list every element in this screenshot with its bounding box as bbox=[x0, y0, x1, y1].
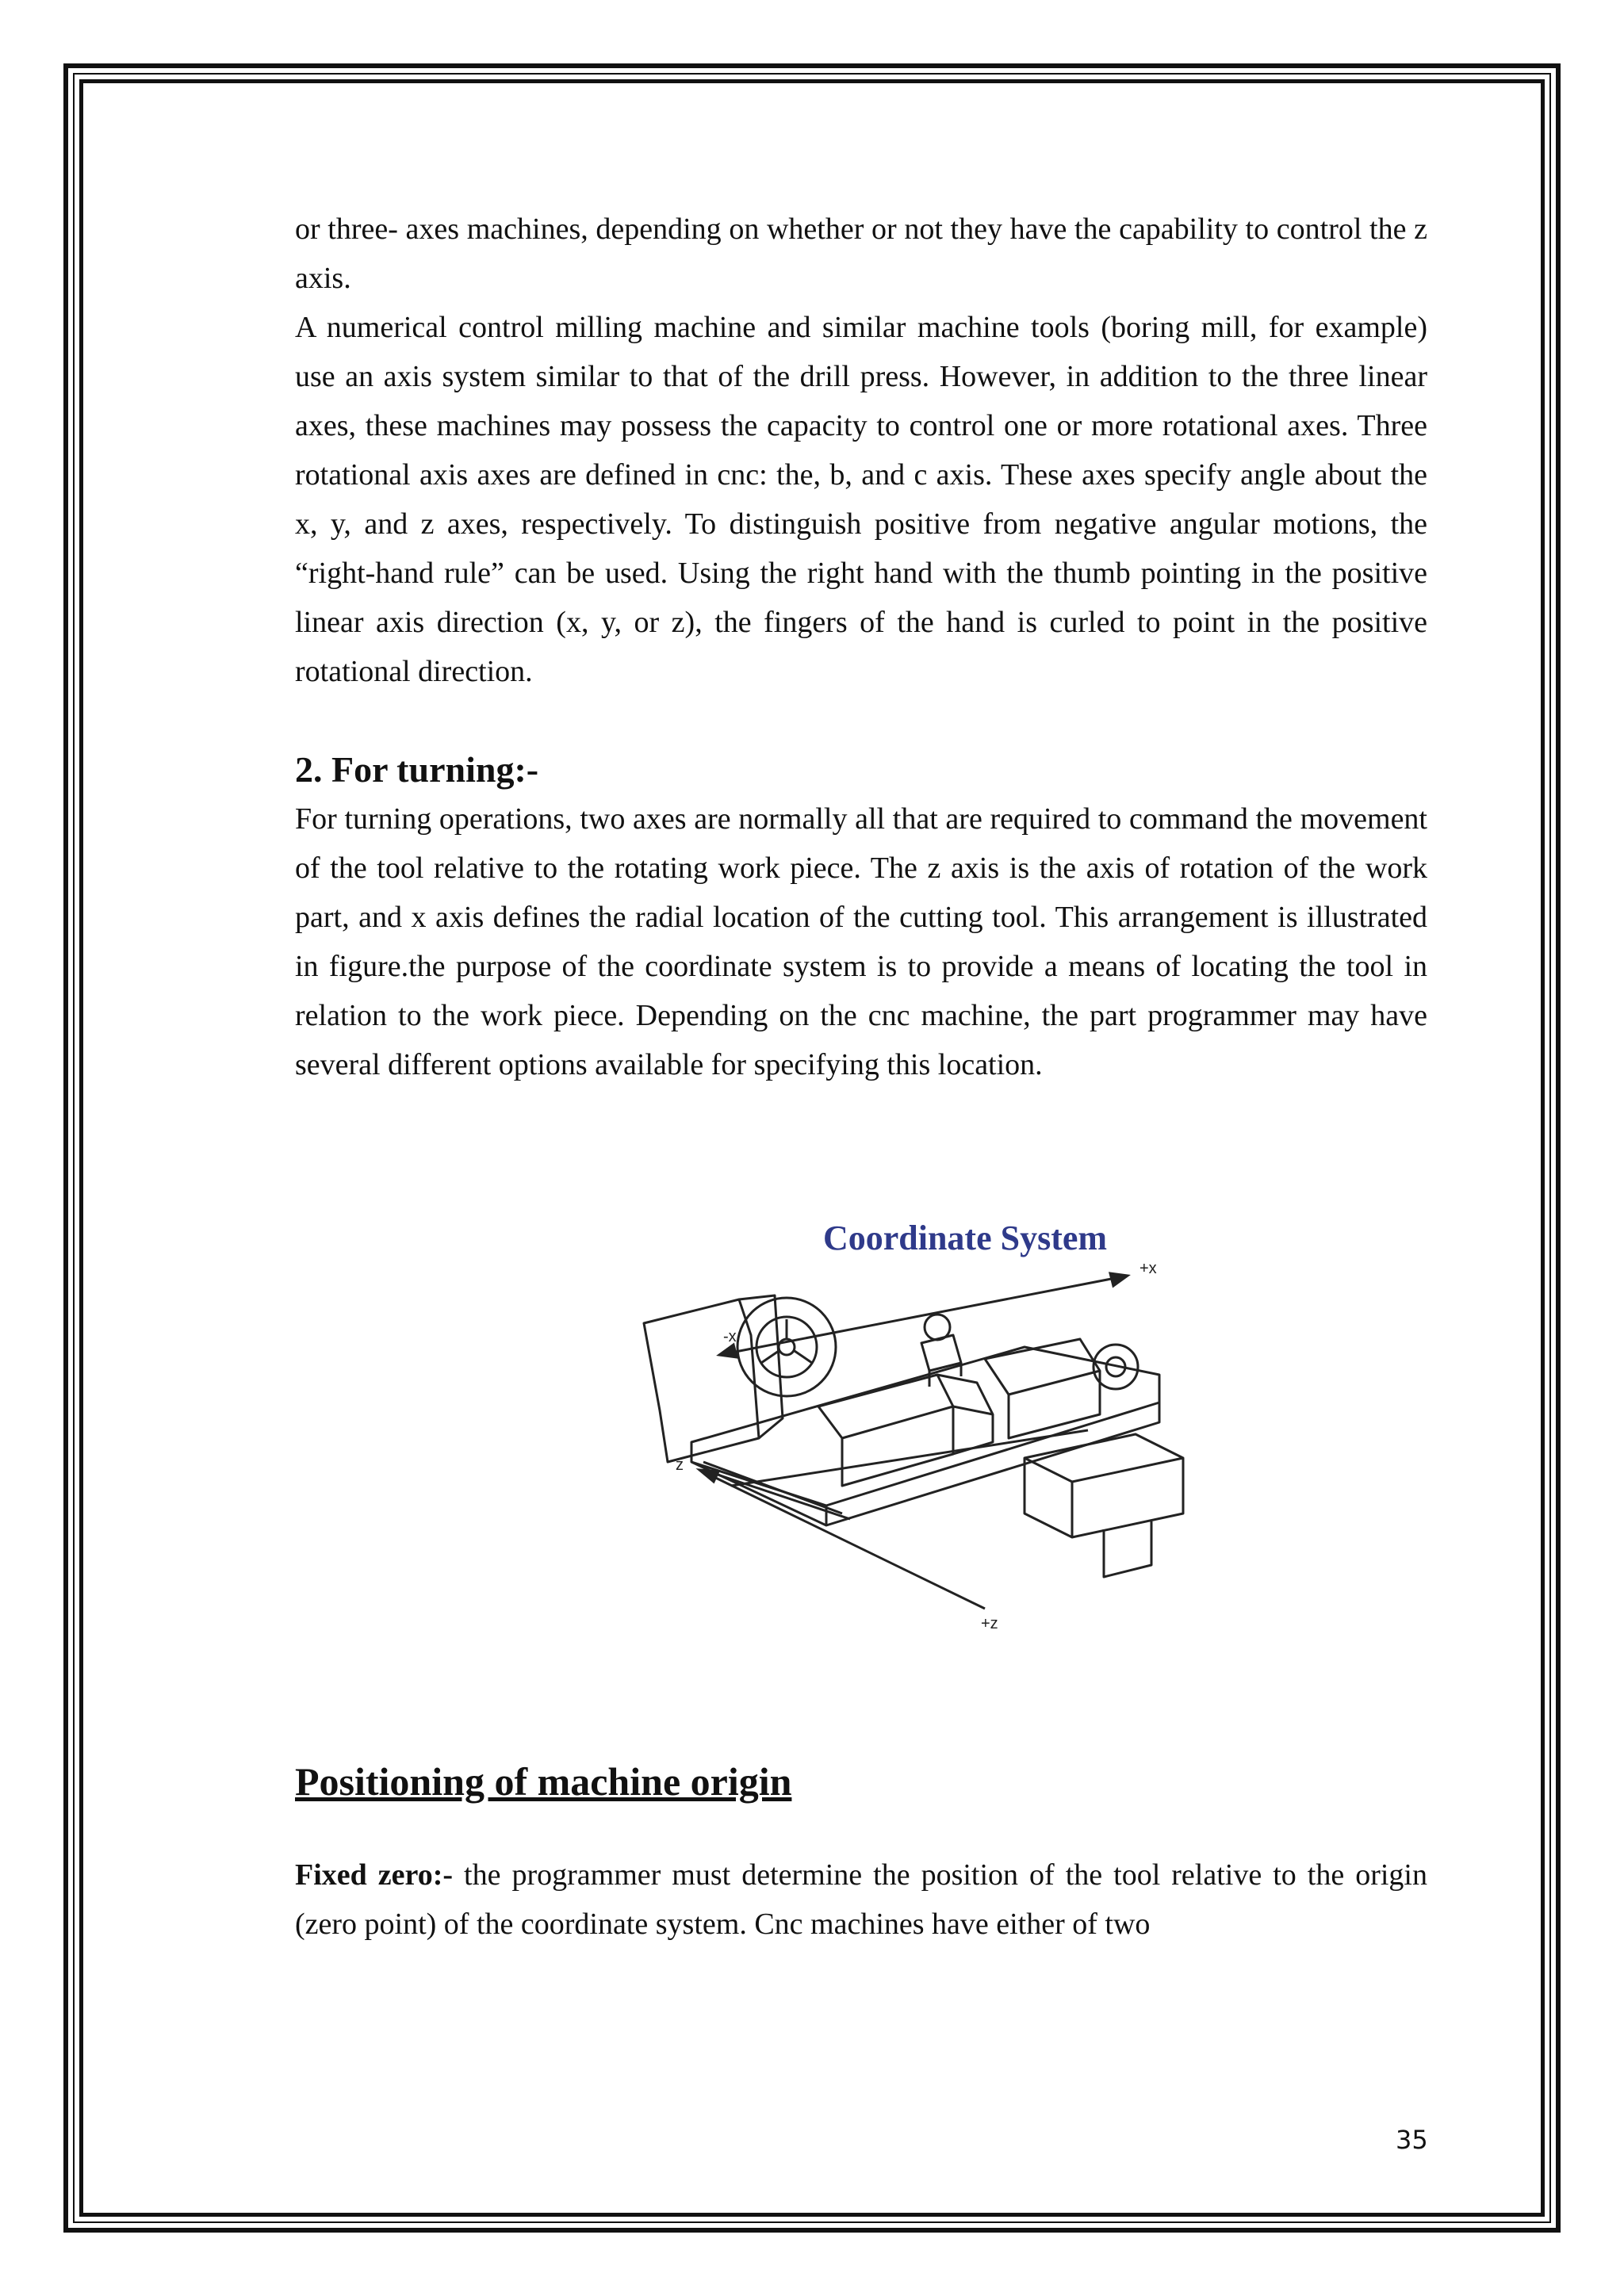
label-plus-x: +x bbox=[1139, 1260, 1157, 1277]
paragraph-fixed-zero bbox=[295, 1850, 1427, 1949]
label-z: z bbox=[676, 1456, 684, 1474]
paragraph-axes-intro: or three- axes machines, depending on whether or not they have the capability to control the z axis. bbox=[295, 212, 1427, 295]
page-number: 35 bbox=[1396, 2125, 1428, 2155]
x-axis-arrow bbox=[719, 1273, 1128, 1357]
page-content bbox=[295, 205, 1427, 1949]
heading-positioning-machine-origin: Positioning of machine origin bbox=[295, 1759, 792, 1804]
label-plus-z: +z bbox=[981, 1615, 998, 1632]
label-minus-x: -x bbox=[723, 1328, 737, 1345]
figure-title: Coordinate System bbox=[822, 1219, 1108, 1257]
fixed-zero-text: the programmer must determine the position of the tool relative to the origin (zero point) of the coordinate system. Cnc machines have either of two bbox=[295, 1858, 1427, 1941]
fixed-zero-label: Fixed zero:- bbox=[295, 1858, 454, 1892]
coordinate-system-figure bbox=[295, 1200, 1427, 1644]
paragraph-turning: For turning operations, two axes are normally all that are required to command the movement of the tool relative to the rotating work piece. The z axis is the axis of rotation of the work part, and x axis defines the radial location of the cutting tool. This arrangement is illustrated in figure.the purpose of the coordinate system is to provide a means of locating the tool in relation to the work piece. Depending on the cnc machine, the part programmer may have several different options available for specifying this location. bbox=[295, 802, 1427, 1081]
lathe-diagram bbox=[612, 1200, 1157, 1644]
paragraph-milling: A numerical control milling machine and similar machine tools (boring mill, for example) use an axis system similar to that of the drill press. However, in addition to the three linear axes, these machines may possess the capacity to control one or more rotational axes. Three rotational axis axes are defined in cnc: the, b, and c axis. These axes specify angle about the x, y, and z axes, respectively. To distinguish positive from negative angular motions, the “right-hand rule” can be used. Using the right hand with the thumb pointing in the positive linear axis direction (x, y, or z), the fingers of the hand is curled to point in the positive rotational direction. bbox=[295, 311, 1427, 688]
heading-for-turning: 2. For turning:- bbox=[295, 749, 539, 790]
